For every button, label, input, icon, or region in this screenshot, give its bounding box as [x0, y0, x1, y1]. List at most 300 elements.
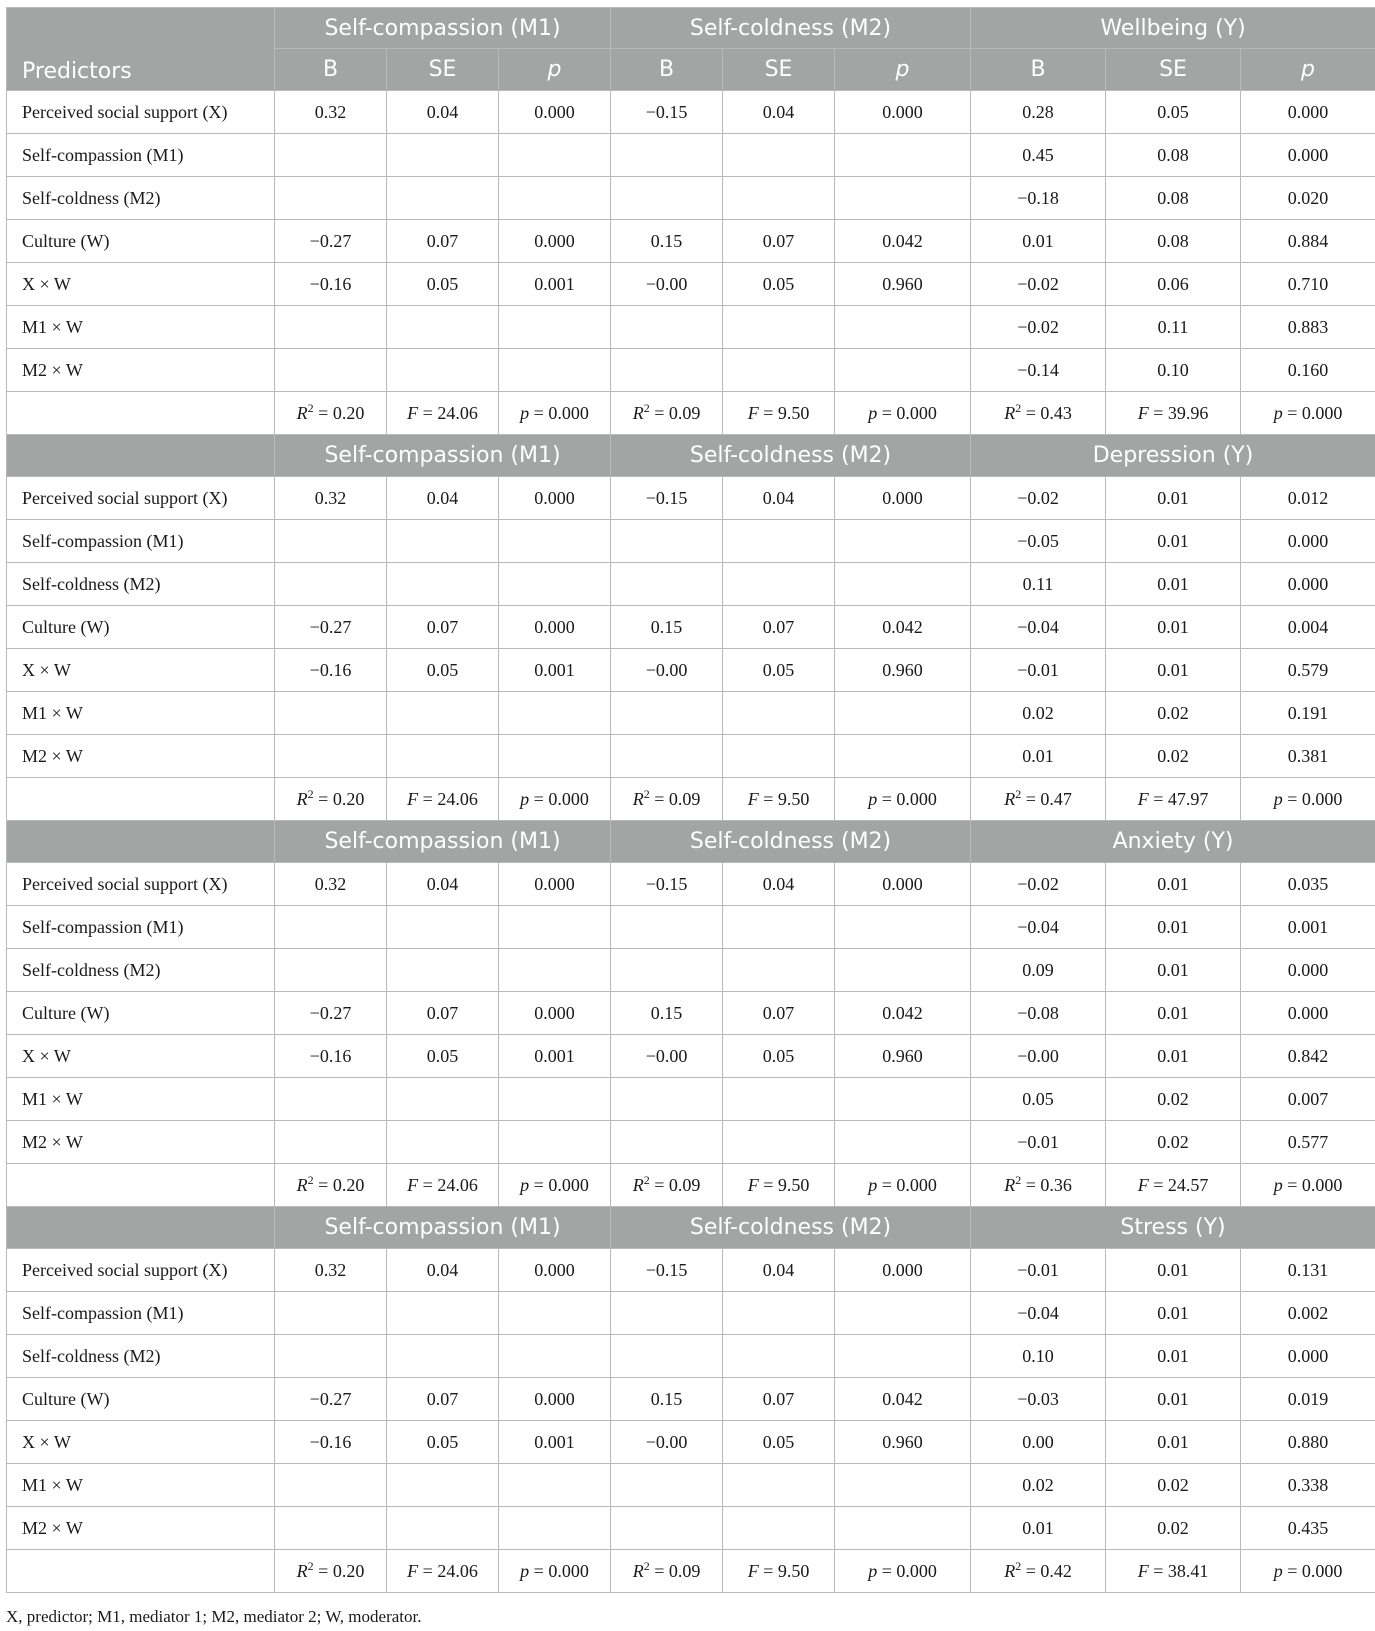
value-cell: −0.01 [971, 1121, 1106, 1164]
col-b-header: B [611, 49, 723, 91]
value-cell: 0.02 [1106, 1507, 1241, 1550]
value-cell: 0.04 [723, 91, 835, 134]
table-row [7, 349, 1375, 392]
value-cell: 0.45 [971, 134, 1106, 177]
value-cell [611, 906, 723, 949]
table-row [7, 1292, 1375, 1335]
value-cell [835, 949, 971, 992]
table-row [7, 649, 1375, 692]
model-stat-f: F = 24.06 [387, 1550, 499, 1593]
model-stats-row [7, 778, 1375, 821]
predictor-label: Culture (W) [7, 606, 275, 649]
model-stat-p: p = 0.000 [835, 778, 971, 821]
predictor-label: Perceived social support (X) [7, 1249, 275, 1292]
value-cell: 0.32 [275, 863, 387, 906]
predictor-label: M2 × W [7, 1121, 275, 1164]
col-se-header: SE [387, 49, 499, 91]
value-cell: 0.381 [1241, 735, 1375, 778]
value-cell: −0.27 [275, 1378, 387, 1421]
value-cell: 0.02 [1106, 692, 1241, 735]
model-stat-p: p = 0.000 [835, 392, 971, 435]
value-cell: 0.04 [387, 91, 499, 134]
model-stat-p: p = 0.000 [499, 1550, 611, 1593]
value-cell: 0.042 [835, 220, 971, 263]
value-cell [723, 177, 835, 220]
model-stat-r2: $R^2 = 0.47$ [971, 778, 1106, 821]
value-cell [723, 520, 835, 563]
value-cell: 0.01 [1106, 1335, 1241, 1378]
value-cell: 0.01 [1106, 949, 1241, 992]
table-row [7, 1507, 1375, 1550]
value-cell: 0.01 [1106, 563, 1241, 606]
value-cell: 0.001 [499, 1035, 611, 1078]
model-stat-p: p = 0.000 [1241, 392, 1375, 435]
value-cell: 0.435 [1241, 1507, 1375, 1550]
value-cell: 0.000 [499, 91, 611, 134]
value-cell [611, 1464, 723, 1507]
value-cell: −0.18 [971, 177, 1106, 220]
value-cell: 0.000 [1241, 520, 1375, 563]
value-cell [835, 563, 971, 606]
outcome-group-header: Depression (Y) [971, 435, 1375, 477]
value-cell: 0.15 [611, 1378, 723, 1421]
value-cell [387, 692, 499, 735]
value-cell [611, 349, 723, 392]
predictor-label: Culture (W) [7, 992, 275, 1035]
value-cell [275, 520, 387, 563]
results-table-container [6, 7, 1370, 1593]
model-stat-p: p = 0.000 [499, 1164, 611, 1207]
value-cell: 0.07 [723, 606, 835, 649]
value-cell [387, 349, 499, 392]
predictor-label: X × W [7, 1421, 275, 1464]
predictor-label: Self-coldness (M2) [7, 177, 275, 220]
value-cell: 0.883 [1241, 306, 1375, 349]
value-cell [499, 1507, 611, 1550]
value-cell [723, 906, 835, 949]
value-cell [275, 1121, 387, 1164]
value-cell: 0.000 [1241, 91, 1375, 134]
value-cell [611, 134, 723, 177]
value-cell: 0.32 [275, 91, 387, 134]
value-cell: 0.01 [971, 220, 1106, 263]
value-cell: 0.000 [1241, 563, 1375, 606]
value-cell: 0.04 [723, 477, 835, 520]
value-cell: 0.577 [1241, 1121, 1375, 1164]
col-p-header: p [499, 49, 611, 91]
value-cell: 0.07 [723, 1378, 835, 1421]
value-cell [499, 906, 611, 949]
value-cell: −0.02 [971, 477, 1106, 520]
table-row [7, 949, 1375, 992]
value-cell: −0.16 [275, 649, 387, 692]
value-cell [835, 1335, 971, 1378]
value-cell [499, 1464, 611, 1507]
value-cell: 0.842 [1241, 1035, 1375, 1078]
value-cell: −0.15 [611, 1249, 723, 1292]
results-table [6, 7, 1375, 1593]
value-cell [835, 1121, 971, 1164]
model-stat-p: p = 0.000 [1241, 1550, 1375, 1593]
value-cell: 0.07 [387, 992, 499, 1035]
value-cell: 0.04 [723, 1249, 835, 1292]
value-cell: 0.000 [1241, 949, 1375, 992]
value-cell: 0.07 [723, 220, 835, 263]
section-header-row [7, 1207, 1375, 1249]
value-cell: 0.004 [1241, 606, 1375, 649]
value-cell [499, 692, 611, 735]
value-cell [723, 1292, 835, 1335]
m2-group-header: Self-coldness (M2) [611, 821, 971, 863]
value-cell [723, 1507, 835, 1550]
value-cell: −0.02 [971, 306, 1106, 349]
blank-header-cell [7, 821, 275, 863]
value-cell: 0.28 [971, 91, 1106, 134]
value-cell: 0.15 [611, 220, 723, 263]
value-cell [835, 692, 971, 735]
value-cell: 0.07 [723, 992, 835, 1035]
table-body [7, 91, 1375, 1593]
table-row [7, 263, 1375, 306]
value-cell: 0.08 [1106, 134, 1241, 177]
predictor-label: X × W [7, 263, 275, 306]
model-stats-row [7, 1550, 1375, 1593]
model-stat-f: F = 9.50 [723, 392, 835, 435]
value-cell: 0.191 [1241, 692, 1375, 735]
value-cell: 0.01 [1106, 1035, 1241, 1078]
predictor-label: Culture (W) [7, 220, 275, 263]
value-cell: 0.042 [835, 1378, 971, 1421]
value-cell [387, 177, 499, 220]
value-cell: −0.16 [275, 263, 387, 306]
value-cell: −0.27 [275, 992, 387, 1035]
value-cell: 0.04 [387, 863, 499, 906]
value-cell: 0.32 [275, 1249, 387, 1292]
value-cell [499, 1292, 611, 1335]
value-cell: 0.131 [1241, 1249, 1375, 1292]
predictor-label: M1 × W [7, 1464, 275, 1507]
value-cell: 0.001 [1241, 906, 1375, 949]
value-cell: 0.884 [1241, 220, 1375, 263]
model-stat-f: F = 9.50 [723, 778, 835, 821]
value-cell [835, 306, 971, 349]
value-cell [275, 949, 387, 992]
m2-group-header: Self-coldness (M2) [611, 1207, 971, 1249]
m2-group-header: Self-coldness (M2) [611, 435, 971, 477]
value-cell: 0.10 [971, 1335, 1106, 1378]
value-cell: 0.338 [1241, 1464, 1375, 1507]
value-cell: 0.000 [835, 477, 971, 520]
model-stat-r2: $R^2 = 0.09$ [611, 778, 723, 821]
value-cell [835, 349, 971, 392]
table-row [7, 1464, 1375, 1507]
model-stat-f: F = 38.41 [1106, 1550, 1241, 1593]
value-cell [723, 349, 835, 392]
value-cell: 0.01 [971, 735, 1106, 778]
value-cell [275, 349, 387, 392]
model-stat-f: F = 24.57 [1106, 1164, 1241, 1207]
value-cell: −0.04 [971, 1292, 1106, 1335]
table-row [7, 563, 1375, 606]
value-cell [387, 306, 499, 349]
outcome-group-header: Stress (Y) [971, 1207, 1375, 1249]
value-cell [275, 306, 387, 349]
col-p-header: p [835, 49, 971, 91]
value-cell: 0.05 [387, 1035, 499, 1078]
col-se-header: SE [1106, 49, 1241, 91]
value-cell [611, 1292, 723, 1335]
value-cell: 0.01 [1106, 992, 1241, 1035]
predictor-label: Self-compassion (M1) [7, 1292, 275, 1335]
predictor-label: M2 × W [7, 1507, 275, 1550]
predictor-label: Perceived social support (X) [7, 863, 275, 906]
value-cell [723, 1335, 835, 1378]
value-cell: 0.02 [1106, 735, 1241, 778]
model-stat-r2: $R^2 = 0.20$ [275, 778, 387, 821]
model-stat-r2: $R^2 = 0.43$ [971, 392, 1106, 435]
value-cell [723, 949, 835, 992]
value-cell: 0.15 [611, 606, 723, 649]
value-cell: 0.000 [499, 1249, 611, 1292]
value-cell [499, 949, 611, 992]
value-cell: 0.000 [835, 1249, 971, 1292]
value-cell: 0.08 [1106, 220, 1241, 263]
model-stat-r2: $R^2 = 0.20$ [275, 1550, 387, 1593]
m1-group-header: Self-compassion (M1) [275, 435, 611, 477]
value-cell [387, 520, 499, 563]
value-cell: 0.020 [1241, 177, 1375, 220]
value-cell: 0.160 [1241, 349, 1375, 392]
value-cell [275, 563, 387, 606]
value-cell [499, 520, 611, 563]
value-cell: 0.32 [275, 477, 387, 520]
model-stat-r2: $R^2 = 0.20$ [275, 392, 387, 435]
value-cell: 0.01 [1106, 520, 1241, 563]
value-cell [611, 177, 723, 220]
m1-group-header: Self-compassion (M1) [275, 1207, 611, 1249]
model-stat-p: p = 0.000 [835, 1164, 971, 1207]
predictor-label: M2 × W [7, 349, 275, 392]
table-row [7, 906, 1375, 949]
model-stat-f: F = 9.50 [723, 1550, 835, 1593]
value-cell [499, 177, 611, 220]
model-stat-f: F = 9.50 [723, 1164, 835, 1207]
predictor-label: Culture (W) [7, 1378, 275, 1421]
value-cell: −0.27 [275, 606, 387, 649]
value-cell: 0.000 [1241, 134, 1375, 177]
value-cell: 0.035 [1241, 863, 1375, 906]
value-cell [723, 306, 835, 349]
value-cell [275, 1507, 387, 1550]
predictor-label: M2 × W [7, 735, 275, 778]
value-cell: 0.000 [835, 91, 971, 134]
value-cell [275, 906, 387, 949]
predictor-label: X × W [7, 1035, 275, 1078]
col-b-header: B [971, 49, 1106, 91]
model-stat-r2: $R^2 = 0.09$ [611, 1164, 723, 1207]
value-cell: 0.04 [387, 1249, 499, 1292]
value-cell: 0.00 [971, 1421, 1106, 1464]
value-cell: 0.960 [835, 1035, 971, 1078]
value-cell [723, 692, 835, 735]
value-cell: 0.05 [387, 263, 499, 306]
value-cell [499, 1078, 611, 1121]
value-cell: 0.04 [723, 863, 835, 906]
value-cell [611, 692, 723, 735]
value-cell: 0.007 [1241, 1078, 1375, 1121]
value-cell: −0.02 [971, 863, 1106, 906]
table-row [7, 520, 1375, 563]
predictor-label: Self-compassion (M1) [7, 520, 275, 563]
value-cell: 0.05 [387, 1421, 499, 1464]
blank-cell [7, 392, 275, 435]
predictor-label: M1 × W [7, 306, 275, 349]
table-row [7, 177, 1375, 220]
value-cell [275, 735, 387, 778]
value-cell: −0.02 [971, 263, 1106, 306]
value-cell: 0.710 [1241, 263, 1375, 306]
value-cell: 0.07 [387, 606, 499, 649]
value-cell: 0.05 [723, 263, 835, 306]
value-cell [275, 692, 387, 735]
model-stat-r2: $R^2 = 0.09$ [611, 1550, 723, 1593]
value-cell [499, 306, 611, 349]
value-cell: −0.27 [275, 220, 387, 263]
value-cell: 0.000 [499, 477, 611, 520]
value-cell: 0.042 [835, 606, 971, 649]
value-cell: −0.00 [971, 1035, 1106, 1078]
value-cell: 0.10 [1106, 349, 1241, 392]
value-cell: −0.16 [275, 1035, 387, 1078]
value-cell [387, 563, 499, 606]
value-cell [275, 1292, 387, 1335]
table-row [7, 306, 1375, 349]
model-stats-row [7, 392, 1375, 435]
value-cell [387, 1335, 499, 1378]
value-cell [387, 1078, 499, 1121]
m1-group-header: Self-compassion (M1) [275, 821, 611, 863]
model-stat-r2: $R^2 = 0.20$ [275, 1164, 387, 1207]
model-stat-p: p = 0.000 [835, 1550, 971, 1593]
value-cell: 0.02 [971, 1464, 1106, 1507]
value-cell: 0.000 [835, 863, 971, 906]
value-cell: −0.15 [611, 477, 723, 520]
value-cell: 0.05 [971, 1078, 1106, 1121]
value-cell [835, 1464, 971, 1507]
table-row [7, 1249, 1375, 1292]
predictor-label: Perceived social support (X) [7, 477, 275, 520]
col-p-header: p [1241, 49, 1375, 91]
table-row [7, 1078, 1375, 1121]
table-header [7, 8, 1375, 91]
m2-group-header: Self-coldness (M2) [611, 8, 971, 49]
value-cell: −0.08 [971, 992, 1106, 1035]
value-cell [275, 1078, 387, 1121]
value-cell [499, 563, 611, 606]
value-cell [611, 1121, 723, 1164]
value-cell: 0.07 [387, 1378, 499, 1421]
value-cell [387, 949, 499, 992]
value-cell [387, 1292, 499, 1335]
value-cell: 0.05 [1106, 91, 1241, 134]
value-cell [275, 177, 387, 220]
value-cell: 0.960 [835, 649, 971, 692]
model-stat-p: p = 0.000 [499, 392, 611, 435]
value-cell [835, 1078, 971, 1121]
value-cell: 0.01 [1106, 477, 1241, 520]
table-row [7, 692, 1375, 735]
value-cell [499, 134, 611, 177]
value-cell: −0.05 [971, 520, 1106, 563]
value-cell: 0.04 [387, 477, 499, 520]
value-cell: 0.07 [387, 220, 499, 263]
predictor-label: M1 × W [7, 1078, 275, 1121]
value-cell: −0.04 [971, 906, 1106, 949]
value-cell: 0.012 [1241, 477, 1375, 520]
model-stat-f: F = 24.06 [387, 1164, 499, 1207]
value-cell: 0.001 [499, 263, 611, 306]
value-cell: 0.001 [499, 649, 611, 692]
value-cell [499, 1335, 611, 1378]
model-stat-r2: $R^2 = 0.36$ [971, 1164, 1106, 1207]
table-row [7, 1121, 1375, 1164]
blank-cell [7, 1164, 275, 1207]
model-stat-f: F = 24.06 [387, 778, 499, 821]
table-row [7, 1335, 1375, 1378]
table-row [7, 992, 1375, 1035]
value-cell [723, 134, 835, 177]
value-cell: 0.000 [499, 220, 611, 263]
value-cell [835, 735, 971, 778]
value-cell: 0.11 [971, 563, 1106, 606]
value-cell: 0.06 [1106, 263, 1241, 306]
predictor-label: Perceived social support (X) [7, 91, 275, 134]
value-cell: −0.01 [971, 649, 1106, 692]
value-cell: 0.05 [387, 649, 499, 692]
value-cell: 0.002 [1241, 1292, 1375, 1335]
value-cell: 0.000 [1241, 992, 1375, 1035]
predictor-label: Self-coldness (M2) [7, 1335, 275, 1378]
model-stat-f: F = 47.97 [1106, 778, 1241, 821]
value-cell: 0.05 [723, 1035, 835, 1078]
table-footnote: X, predictor; M1, mediator 1; M2, mediator 2; W, moderator. [6, 1607, 422, 1626]
blank-header-cell [7, 1207, 275, 1249]
value-cell: 0.01 [971, 1507, 1106, 1550]
value-cell: 0.960 [835, 263, 971, 306]
predictor-label: Self-coldness (M2) [7, 563, 275, 606]
value-cell [387, 1464, 499, 1507]
predictor-label: Self-coldness (M2) [7, 949, 275, 992]
value-cell: 0.02 [1106, 1464, 1241, 1507]
table-row [7, 1421, 1375, 1464]
model-stat-p: p = 0.000 [499, 778, 611, 821]
value-cell: −0.00 [611, 1421, 723, 1464]
value-cell: 0.880 [1241, 1421, 1375, 1464]
value-cell: 0.000 [499, 863, 611, 906]
value-cell: −0.03 [971, 1378, 1106, 1421]
col-b-header: B [275, 49, 387, 91]
table-row [7, 1035, 1375, 1078]
table-row [7, 735, 1375, 778]
value-cell [387, 1121, 499, 1164]
m1-group-header: Self-compassion (M1) [275, 8, 611, 49]
value-cell: −0.15 [611, 863, 723, 906]
value-cell: −0.14 [971, 349, 1106, 392]
value-cell: −0.16 [275, 1421, 387, 1464]
value-cell [611, 1078, 723, 1121]
blank-cell [7, 778, 275, 821]
value-cell [387, 1507, 499, 1550]
